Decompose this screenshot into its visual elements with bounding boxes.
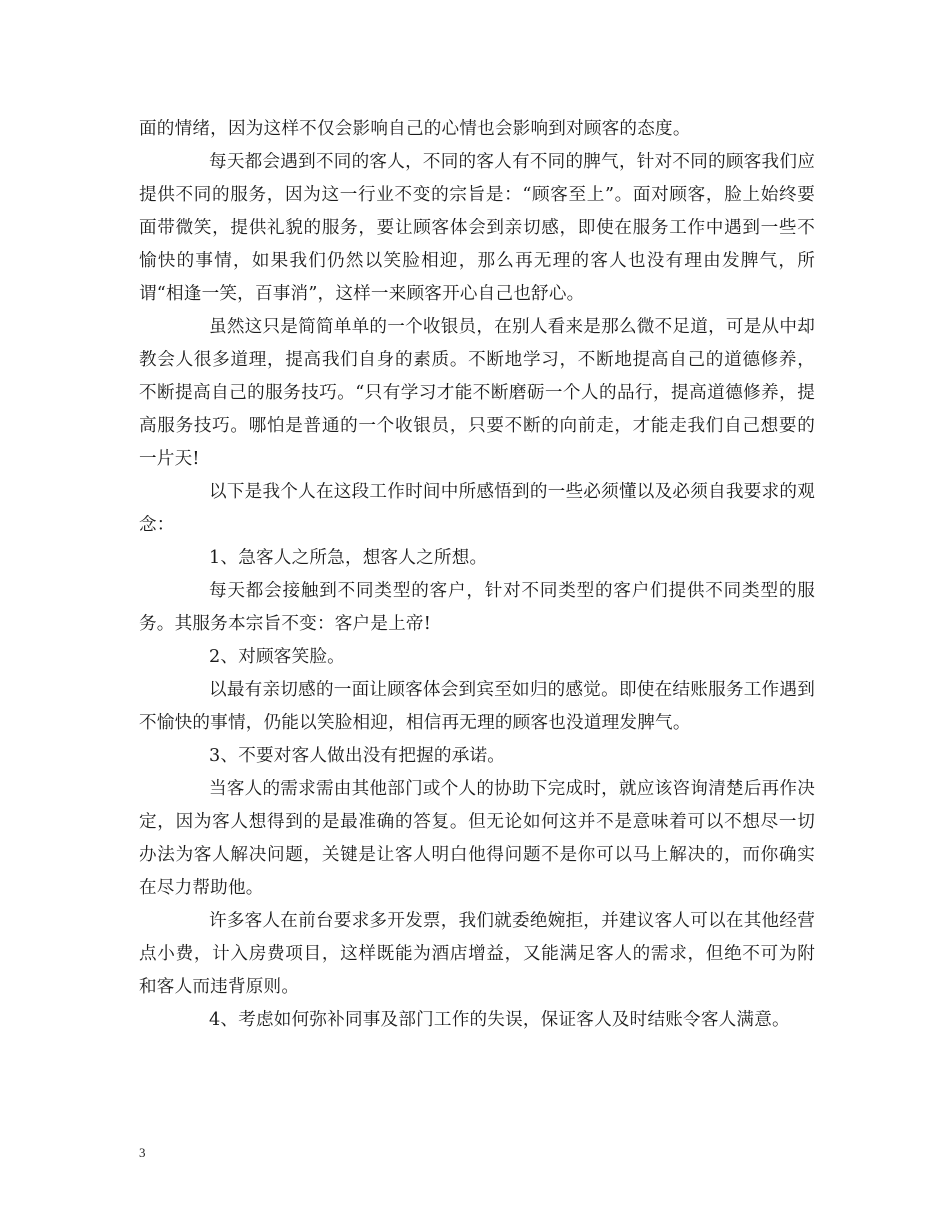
paragraph-7: 当客人的需求需由其他部门或个人的协助下完成时，就应该咨询清楚后再作决定，因为客人想得到的是最准确的答复。但无论如何这并不是意味着可以不想尽一切办法为客人解决问题，关键是让客人明白他得问题不是你可以马上解决的，而你确实在尽力帮助他。 [139, 779, 815, 898]
page-number: 3 [139, 1145, 146, 1160]
paragraph-1: 面的情绪，因为这样不仅会影响自己的心情也会影响到对顾客的态度。 [139, 119, 691, 139]
paragraph-4: 以下是我个人在这段工作时间中所感悟到的一些必须懂以及必须自我要求的观念： [139, 482, 815, 535]
list-heading-1: 1、急客人之所急，想客人之所想。 [209, 548, 488, 568]
list-heading-4: 4、考虑如何弥补同事及部门工作的失误，保证客人及时结账令客人满意。 [209, 1010, 790, 1030]
list-heading-3: 3、不要对客人做出没有把握的承诺。 [209, 746, 506, 766]
list-heading-2: 2、对顾客笑脸。 [209, 647, 345, 667]
paragraph-5: 每天都会接触到不同类型的客户，针对不同类型的客户们提供不同类型的服务。其服务本宗旨不变：客户是上帝! [139, 581, 815, 634]
paragraph-8: 许多客人在前台要求多开发票，我们就委绝婉拒，并建议客人可以在其他经营点小费，计入房费项目，这样既能为酒店增益，又能满足客人的需求，但绝不可为附和客人而违背原则。 [139, 911, 815, 997]
paragraph-2: 每天都会遇到不同的客人，不同的客人有不同的脾气，针对不同的顾客我们应提供不同的服务，因为这一行业不变的宗旨是：“顾客至上”。面对顾客，脸上始终要面带微笑，提供礼貌的服务，要让顾客体会到亲切感，即使在服务工作中遇到一些不愉快的事情，如果我们仍然以笑脸相迎，那么再无理的客人也没有理由发脾气，所谓“相逢一笑，百事消”，这样一来顾客开心自己也舒心。 [139, 152, 815, 304]
paragraph-6: 以最有亲切感的一面让顾客体会到宾至如归的感觉。即使在结账服务工作遇到不愉快的事情，仍能以笑脸相迎，相信再无理的顾客也没道理发脾气。 [139, 680, 815, 733]
page-body [139, 113, 815, 1037]
paragraph-3: 虽然这只是简简单单的一个收银员，在别人看来是那么微不足道，可是从中却教会人很多道理，提高我们自身的素质。不断地学习，不断地提高自己的道德修养，不断提高自己的服务技巧。“只有学习才能不断磨砺一个人的品行，提高道德修养，提高服务技巧。哪怕是普通的一个收银员，只要不断的向前走，才能走我们自己想要的一片天! [139, 317, 815, 469]
